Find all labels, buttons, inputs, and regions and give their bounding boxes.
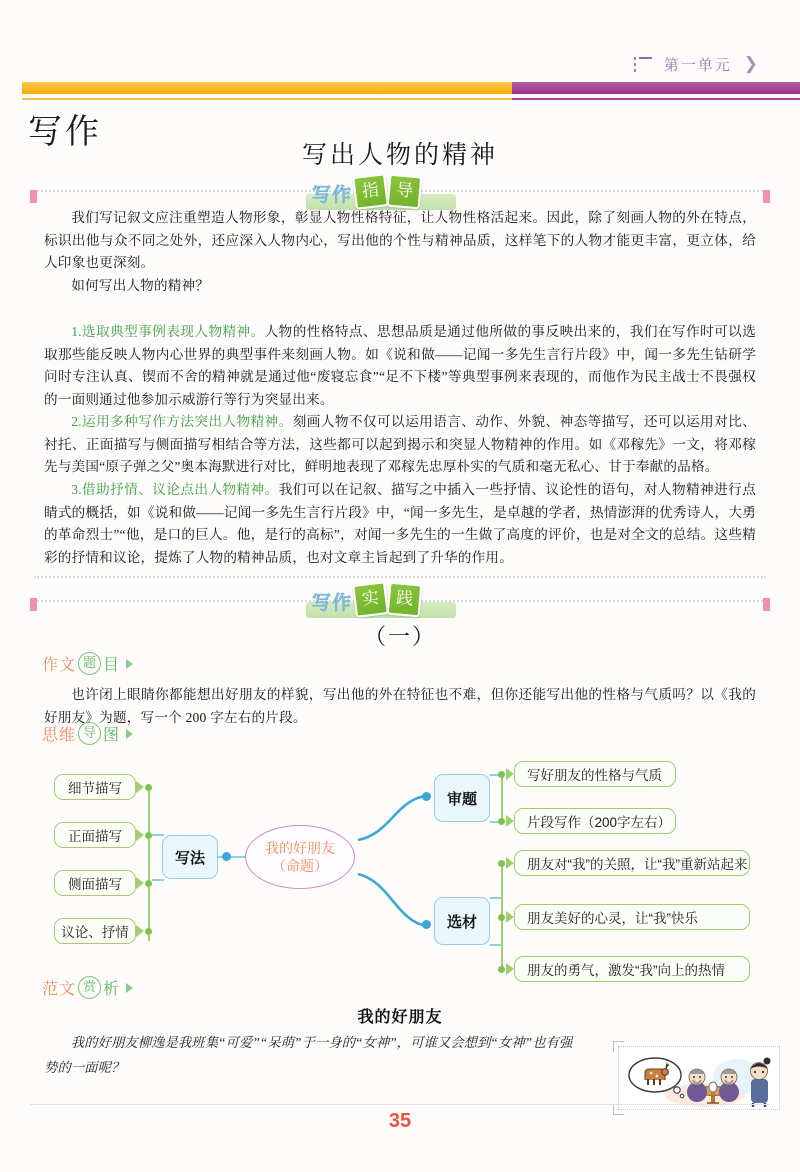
standing-person-figure [750,1058,771,1108]
mm-center-line-1: 我的好朋友 [265,840,335,856]
essay-paragraph: 我的好朋友柳逸是我班集“可爱”“呆萌”于一身的“女神”，可谁又会想到“女神”也有强势的一面呢？ [44,1035,573,1075]
mm-leaf-xuancai-0[interactable]: 朋友对“我”的关照，让“我”重新站起来 [514,850,750,876]
mm-dot-left-2 [145,880,152,887]
mm-arrow-xuancai-0 [506,857,514,869]
thin-bar-purple [512,98,800,100]
mm-dot-left-3 [145,928,152,935]
triangle-right-icon [126,983,133,993]
mm-leaf-left-1[interactable]: 正面描写 [54,822,136,848]
mm-connector-left-bottom [152,879,164,881]
guide-item2-lead: 2.运用多种写作方法突出人物精神。 [71,414,293,429]
mm-leaf-xuancai-2[interactable]: 朋友的勇气，激发“我”向上的热情 [514,956,750,982]
model-label-circled: 赏 [78,976,101,999]
illustration-scene [619,1047,779,1109]
footer-divider [30,1104,770,1105]
elder-figure-2 [719,1069,739,1102]
practice-corner-marker-left [30,598,37,611]
mm-dot-left-0 [145,784,152,791]
unit-label[interactable]: 第一单元 [663,56,732,74]
topic-label-b: 目 [103,657,121,674]
mm-branch-left[interactable]: 写法 [162,835,218,879]
guide-item-2 [44,411,756,479]
guide-item-1 [44,321,756,411]
section-word: 写作 [28,113,102,151]
top-color-bar-thin [22,98,800,100]
guide-p2: 如何写出人物的精神？ [71,277,210,293]
mm-center-line-2: （命题） [272,858,328,874]
mm-arrow-xuancai-2 [506,963,514,975]
mm-branch-right-1[interactable]: 选材 [434,897,490,945]
mm-leaf-shenti-0[interactable]: 写好朋友的性格与气质 [514,761,676,787]
chevron-right-icon[interactable]: ❯ [743,54,758,73]
mm-dot-shenti-leaf-1 [498,818,505,825]
page-title: 写出人物的精神 [301,141,498,169]
topic-label-circled: 题 [78,652,101,675]
mm-center-node[interactable] [245,825,355,889]
mm-leaf-left-3[interactable]: 议论、抒情 [54,918,136,944]
mm-leaf-xuancai-1[interactable]: 朋友美好的心灵，让“我”快乐 [514,904,750,930]
elder-figure-1 [687,1069,707,1102]
triangle-right-icon [126,729,133,739]
guide-badge-tile-2: 导 [387,174,423,210]
mm-arrow-shenti-1 [506,815,514,827]
mm-branch-right-0[interactable]: 审题 [434,774,490,822]
mm-arrow-shenti-0 [506,768,514,780]
top-bar-purple [512,82,800,94]
top-color-bar [22,82,800,94]
triangle-right-icon [126,659,133,669]
mm-dot-left-1 [145,832,152,839]
mm-leaf-shenti-1[interactable]: 片段写作（200字左右） [514,808,676,834]
mindmap-label-circled: 导 [78,722,101,745]
topic-paragraph: 也许闭上眼睛你都能想出好朋友的样貌，写出他的外在特征也不难，但你还能写出他的性格与气质吗？以《我的好朋友》为题，写一个 200 字左右的片段。 [44,687,756,725]
page-number: 35 [388,1110,412,1132]
mm-connector-left-top [152,834,164,836]
guide-item1-text: 人物的性格特点、思想品质是通过他所做的事反映出来的，我们在写作时可以选取那些能反映人物内心世界的典型事件来刻画人物。如《说和做——记闻一多先生言行片段》中，闻一多先生钻研学问时专注认真、锲而不舍的精神就是通过他“废寝忘食”“足不下楼”等典型事例来表现的，而他作为民主战士不畏强权的一面则通过他参加示威游行等行为突显出来。 [44,324,756,407]
guide-p1: 我们写记叙文应注重塑造人物形象，彰显人物性格特征，让人物性格活起来。因此，除了刻画人物的外在特点，标识出他与众不同之处外，还应深入人物内心，写出他的个性与精神品质，这样笔下的人物才能更丰富，更立体，给人印象也更深刻。 [44,210,756,271]
mm-leaf-left-2[interactable]: 侧面描写 [54,870,136,896]
mm-dot-xuancai-leaf-1 [498,914,505,921]
mindmap-label-b: 图 [103,727,121,744]
mm-dot-shenti [422,792,431,801]
top-bar-yellow [22,82,512,94]
practice-badge-tile-2: 践 [387,582,423,618]
mm-dot-xuancai [422,920,431,929]
model-essay-label [42,976,133,999]
guide-badge [312,178,421,208]
mindmap-label-a: 思维 [42,727,77,744]
topic-label-a: 作文 [42,657,77,674]
topic-text [44,684,756,729]
mm-arrow-left-0 [136,781,144,793]
guide-item3-lead: 3.借助抒情、议论点出人物精神。 [71,482,279,497]
mm-leaf-left-0[interactable]: 细节描写 [54,774,136,800]
mm-spine-shenti [501,774,503,822]
topic-label [42,652,133,675]
mm-left-spine [148,786,150,941]
model-label-a: 范文 [42,981,77,998]
guide-item3-text: 我们可以在记叙、描写之中插入一些抒情、议论性的语句，对人物精神进行点睛式的概括，如《说和做——记闻一多先生言行片段》中，“闻一多先生，是卓越的学者，热情澎湃的优秀诗人，大勇的革命烈士”“他，是口的巨人。他，是行的高标”，对闻一多先生的一生做了高度的评价，也是对全文的总结。这些精彩的抒情和议论，提炼了人物的精神品质，也对文章主旨起到了升华的作用。 [44,482,756,565]
illustration-frame [618,1046,780,1110]
guide-corner-marker-left [30,190,37,203]
practice-corner-marker-right [763,598,770,611]
guide-corner-marker-right [763,190,770,203]
thin-bar-yellow [22,98,512,100]
guide-badge-tile-1: 指 [352,173,389,210]
mm-arrow-left-1 [136,829,144,841]
mm-dot-xuancai-leaf-0 [498,860,505,867]
mindmap-diagram [40,752,760,980]
mm-arrow-xuancai-1 [506,911,514,923]
practice-badge-text: 写作 [312,593,353,614]
mm-dot-xuancai-leaf-2 [498,966,505,973]
illus-corner-tl [613,1041,624,1052]
guide-badge-text: 写作 [312,185,353,206]
guide-item1-lead: 1.选取典型事例表现人物精神。 [71,324,265,339]
list-icon[interactable] [634,57,652,71]
guide-paragraph-1 [44,207,756,297]
practice-badge-tile-1: 实 [352,581,389,618]
mm-arrow-left-3 [136,925,144,937]
practice-sub-number: （一） [363,624,436,649]
guide-item-3 [44,479,756,569]
mm-dot-shenti-leaf-0 [498,771,505,778]
model-label-b: 析 [103,981,121,998]
essay-body [44,1030,584,1080]
guide-item2-text: 刻画人物不仅可以运用语言、动作、外貌、神态等描写，还可以运用对比、衬托、正面描写与侧面描写相结合等方法，这些都可以起到揭示和突显人物精神的作用。如《邓稼先》一文，将邓稼先与美国“原子弹之父”奥本海默进行对比，鲜明地表现了邓稼先忠厚朴实的气质和毫无私心、甘于奉献的品格。 [44,414,756,475]
mm-dot-center-left [222,852,231,861]
page-header [634,52,758,76]
mm-arrow-left-2 [136,877,144,889]
practice-badge [312,586,421,616]
essay-title: 我的好朋友 [357,1009,443,1026]
mindmap-label [42,722,133,745]
